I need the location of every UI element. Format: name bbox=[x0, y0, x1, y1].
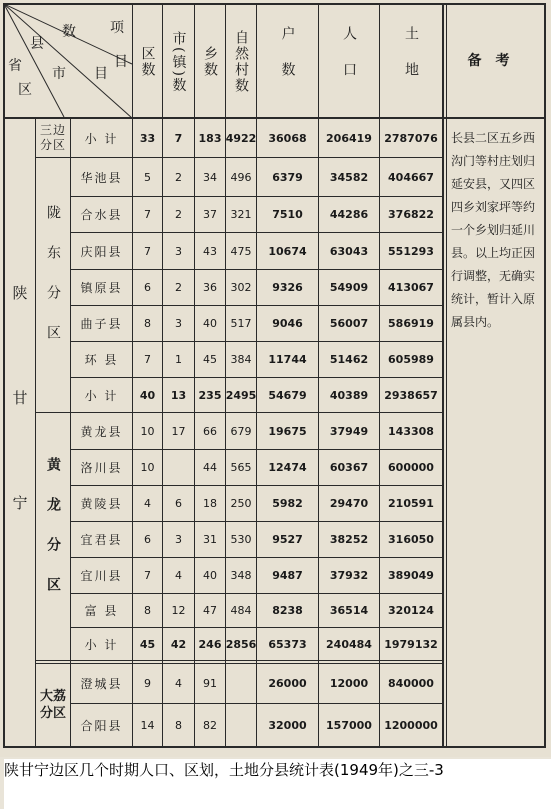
table-cell: 5982 bbox=[272, 497, 303, 510]
table-cell: 40389 bbox=[329, 388, 369, 402]
table-cell: 47 bbox=[203, 604, 217, 617]
table-cell: 9 bbox=[144, 677, 151, 690]
table-cell: 2787076 bbox=[384, 131, 438, 145]
table-cell: 679 bbox=[230, 424, 252, 438]
table-cell: 38252 bbox=[329, 533, 369, 546]
table-cell: 12 bbox=[171, 604, 186, 617]
row-name-cell: 小 计 bbox=[84, 637, 119, 652]
table-cell: 389049 bbox=[388, 569, 434, 582]
table-cell: 33 bbox=[139, 131, 156, 145]
table-cell: 1979132 bbox=[384, 637, 438, 651]
table-cell: 9527 bbox=[272, 533, 303, 546]
table-cell: 600000 bbox=[388, 461, 434, 474]
table-cell: 3 bbox=[175, 533, 182, 546]
group-huanglong: 黄龙分区 bbox=[45, 457, 61, 617]
header-item-mark: 目 bbox=[94, 66, 108, 82]
table-cell: 2 bbox=[175, 281, 182, 294]
table-cell: 246 bbox=[198, 637, 222, 651]
table-cell: 44286 bbox=[329, 208, 369, 221]
table-cell: 517 bbox=[230, 317, 252, 330]
row-name-cell: 华池县 bbox=[80, 170, 123, 185]
region-label: 陕甘宁 bbox=[10, 284, 29, 600]
table-cell: 348 bbox=[230, 569, 252, 582]
table-cell: 29470 bbox=[329, 497, 369, 510]
table-cell: 840000 bbox=[388, 677, 434, 690]
table-cell: 605989 bbox=[388, 353, 434, 366]
remarks-text: 长县二区五乡西沟门等村庄划归延安县，又四区四乡刘家坪等约一个乡划归延川县。以上均正因行调整，无确实统计，暂计入原属县内。 bbox=[451, 131, 536, 329]
row-name-cell: 宜川县 bbox=[80, 569, 123, 583]
table-cell: 65373 bbox=[268, 637, 307, 651]
table-cell: 40 bbox=[203, 569, 217, 582]
table-cell: 496 bbox=[230, 170, 252, 184]
table-cell: 183 bbox=[198, 131, 222, 145]
row-name-cell: 小 计 bbox=[84, 388, 119, 403]
table-cell: 56007 bbox=[329, 317, 369, 330]
table-cell: 17 bbox=[171, 424, 186, 438]
table-cell: 8 bbox=[144, 604, 151, 617]
group-dali: 大荔分区 bbox=[39, 689, 66, 721]
col-header-land: 土地 bbox=[403, 26, 419, 98]
table-cell: 7 bbox=[144, 244, 151, 258]
table-cell: 18 bbox=[203, 497, 217, 510]
table-bottom-border bbox=[3, 746, 546, 748]
table-cell: 4922 bbox=[225, 131, 257, 145]
row-name-cell: 庆阳县 bbox=[80, 244, 123, 259]
table-cell: 40 bbox=[203, 317, 217, 330]
table-cell: 44 bbox=[203, 461, 217, 474]
table-cell: 10674 bbox=[268, 244, 307, 258]
table-cell: 2 bbox=[175, 208, 182, 221]
table-cell: 60367 bbox=[329, 461, 369, 474]
row-name-cell: 富 县 bbox=[84, 604, 119, 618]
table-cell bbox=[163, 450, 194, 485]
header-item-2: 目 bbox=[114, 54, 128, 70]
table-cell: 551293 bbox=[388, 244, 434, 258]
header-city: 市 bbox=[52, 66, 66, 82]
table-cell: 37949 bbox=[329, 424, 369, 438]
table-cell: 320124 bbox=[388, 604, 434, 617]
header-province: 省 bbox=[8, 58, 22, 74]
table-cell: 586919 bbox=[388, 317, 434, 330]
table-cell: 82 bbox=[203, 718, 217, 732]
table-cell: 404667 bbox=[388, 170, 434, 184]
table-cell: 26000 bbox=[268, 677, 307, 690]
table-cell: 475 bbox=[230, 244, 252, 258]
table-cell: 235 bbox=[198, 388, 222, 402]
table-cell: 4 bbox=[175, 677, 182, 690]
table-cell: 2495 bbox=[225, 388, 257, 402]
table-cell: 3 bbox=[175, 244, 182, 258]
header-county: 县 bbox=[30, 36, 44, 52]
table-cell: 14 bbox=[140, 718, 155, 732]
row-name-cell: 合阳县 bbox=[80, 718, 123, 733]
table-cell: 36068 bbox=[268, 131, 307, 145]
table-cell: 54909 bbox=[329, 281, 369, 294]
table-cell: 316050 bbox=[388, 533, 434, 546]
table-cell: 1 bbox=[175, 353, 182, 366]
header-item: 项 bbox=[110, 20, 124, 36]
col-header-households: 户数 bbox=[279, 26, 296, 98]
table-cell: 36514 bbox=[329, 604, 369, 617]
table-cell bbox=[226, 664, 256, 703]
table-cell: 6 bbox=[175, 497, 182, 510]
table-cell: 13 bbox=[170, 388, 187, 402]
table-cell: 51462 bbox=[329, 353, 369, 366]
row-name-cell: 澄城县 bbox=[80, 677, 123, 691]
row-name-cell: 合水县 bbox=[80, 208, 123, 222]
table-cell: 42 bbox=[170, 637, 187, 651]
table-cell: 8 bbox=[175, 718, 182, 732]
table-cell: 3 bbox=[175, 317, 182, 330]
row-line bbox=[36, 660, 444, 661]
col-header-district-count: 区数 bbox=[139, 46, 156, 78]
table-cell: 384 bbox=[230, 353, 252, 366]
table-cell: 6379 bbox=[272, 170, 303, 184]
table-cell: 8238 bbox=[272, 604, 303, 617]
table-cell: 2938657 bbox=[384, 388, 438, 402]
table-cell: 7 bbox=[144, 208, 151, 221]
row-name-cell: 宜君县 bbox=[80, 533, 123, 547]
table-cell: 321 bbox=[230, 208, 252, 221]
table-cell: 250 bbox=[230, 497, 252, 510]
group-longdong: 陇东分区 bbox=[45, 205, 61, 365]
table-cell: 376822 bbox=[388, 208, 434, 221]
table-cell: 34 bbox=[203, 170, 217, 184]
table-cell: 40 bbox=[139, 388, 156, 402]
col-line bbox=[442, 3, 444, 747]
col-line bbox=[446, 3, 447, 747]
table-cell: 19675 bbox=[268, 424, 307, 438]
table-cell: 7 bbox=[144, 353, 151, 366]
table-cell: 12000 bbox=[329, 677, 369, 690]
col-header-village-count: 自然村数 bbox=[233, 30, 249, 94]
table-cell: 6 bbox=[144, 533, 151, 546]
row-name-cell: 环 县 bbox=[84, 353, 119, 367]
table-cell: 530 bbox=[230, 533, 252, 546]
table-cell: 7 bbox=[174, 131, 183, 145]
table-cell: 31 bbox=[203, 533, 217, 546]
row-name-cell: 黄龙县 bbox=[80, 424, 123, 439]
row-name-cell: 小 计 bbox=[84, 131, 119, 146]
table-cell: 6 bbox=[144, 281, 151, 294]
table-cell: 66 bbox=[203, 424, 217, 438]
row-name-cell: 黄陵县 bbox=[80, 497, 123, 511]
table-cell: 12474 bbox=[268, 461, 307, 474]
table-cell: 91 bbox=[203, 677, 217, 690]
table-cell: 302 bbox=[230, 281, 252, 294]
row-name-cell: 洛川县 bbox=[80, 461, 123, 475]
table-cell: 565 bbox=[230, 461, 252, 474]
table-cell: 1200000 bbox=[384, 718, 438, 732]
row-name-cell: 曲子县 bbox=[80, 317, 123, 331]
table-cell: 34582 bbox=[329, 170, 369, 184]
table-right-border bbox=[544, 3, 546, 748]
table-cell: 157000 bbox=[326, 718, 372, 732]
col-header-town-count: 市(镇)数 bbox=[170, 30, 187, 94]
header-district: 区 bbox=[18, 82, 32, 98]
group-sanbian: 三边分区 bbox=[39, 123, 66, 152]
table-cell: 54679 bbox=[268, 388, 307, 402]
header-number: 数 bbox=[62, 24, 76, 40]
table-cell: 37 bbox=[203, 208, 217, 221]
table-cell: 36 bbox=[203, 281, 217, 294]
table-cell: 7510 bbox=[272, 208, 303, 221]
table-cell: 4 bbox=[175, 569, 182, 582]
table-cell: 210591 bbox=[388, 497, 434, 510]
table-cell: 206419 bbox=[326, 131, 372, 145]
table-cell: 45 bbox=[139, 637, 156, 651]
table-cell: 11744 bbox=[268, 353, 307, 366]
table-cell: 9487 bbox=[272, 569, 303, 582]
table-cell: 45 bbox=[203, 353, 217, 366]
table-cell bbox=[226, 704, 256, 746]
table-cell: 9326 bbox=[272, 281, 303, 294]
table-cell: 32000 bbox=[268, 718, 307, 732]
table-cell: 9046 bbox=[272, 317, 303, 330]
col-header-population: 人口 bbox=[341, 26, 357, 98]
table-cell: 2 bbox=[175, 170, 182, 184]
table-cell: 7 bbox=[144, 569, 151, 582]
table-cell: 413067 bbox=[388, 281, 434, 294]
figure-caption: 陕甘宁边区几个时期人口、区划，土地分县统计表(1949年)之三-3 bbox=[4, 759, 551, 809]
table-cell: 240484 bbox=[326, 637, 372, 651]
table-cell: 143308 bbox=[388, 424, 434, 438]
col-header-xiang-count: 乡数 bbox=[202, 46, 218, 78]
row-name-cell: 镇原县 bbox=[80, 281, 123, 295]
table-cell: 4 bbox=[144, 497, 151, 510]
table-cell: 5 bbox=[144, 170, 151, 184]
table-cell: 8 bbox=[144, 317, 151, 330]
table-cell: 10 bbox=[140, 424, 155, 438]
table-cell: 10 bbox=[140, 461, 155, 474]
table-cell: 2856 bbox=[225, 637, 257, 651]
table-cell: 37932 bbox=[329, 569, 369, 582]
table-cell: 43 bbox=[203, 244, 217, 258]
table-cell: 484 bbox=[230, 604, 252, 617]
col-header-remarks: 备考 bbox=[467, 53, 524, 69]
table-cell: 63043 bbox=[329, 244, 369, 258]
